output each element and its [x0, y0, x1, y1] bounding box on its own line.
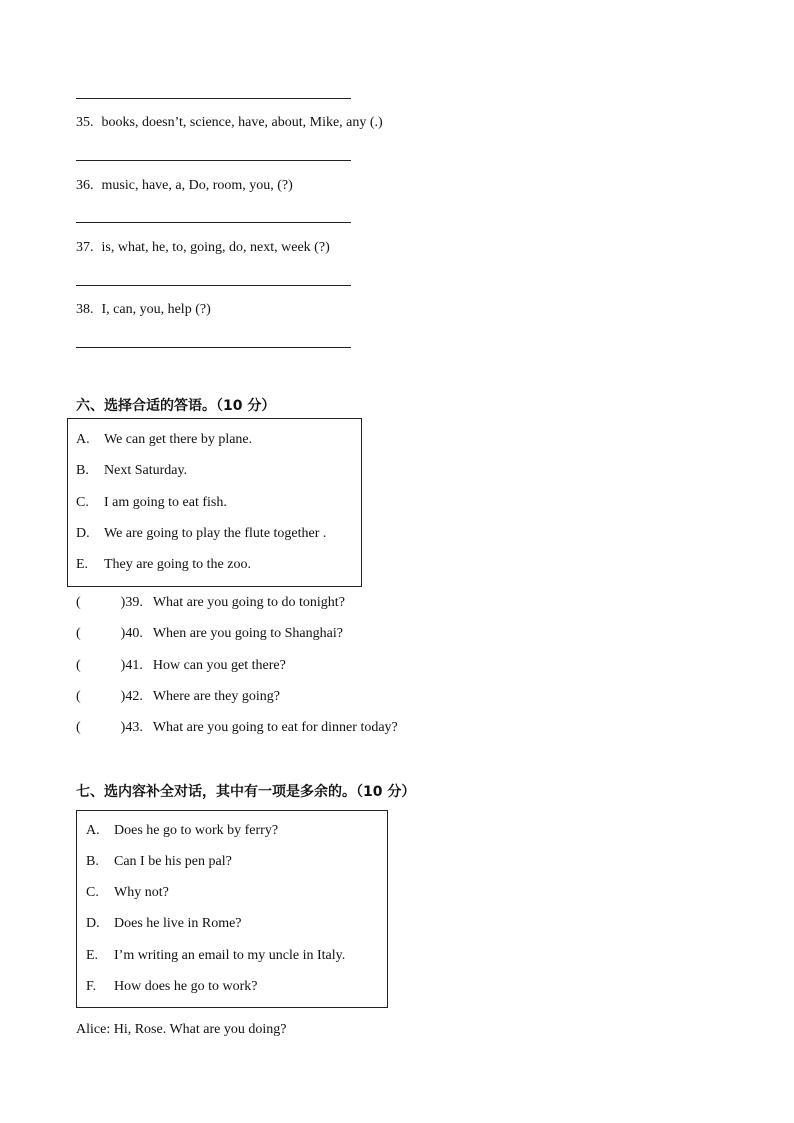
option-letter: C. [76, 495, 89, 510]
option-letter: E. [76, 557, 89, 572]
question-number: )43. [120, 720, 143, 735]
question-number: 38. [76, 302, 94, 317]
option-letter: A. [76, 432, 90, 447]
answer-line-35[interactable] [76, 160, 351, 161]
option-d [76, 526, 326, 542]
question-number: )40. [120, 626, 143, 641]
question-number: 37. [76, 240, 94, 255]
option-letter: F. [86, 979, 97, 994]
option-text: Does he go to work by ferry? [114, 823, 279, 838]
option-letter: B. [76, 463, 89, 478]
dialogue-line: Alice: Hi, Rose. What are you doing? [76, 1022, 287, 1037]
option-a [76, 432, 252, 448]
reorder-question-38 [76, 302, 211, 318]
option-c [86, 885, 169, 901]
question-number: )42. [120, 689, 143, 704]
question-text: Where are they going? [152, 689, 280, 704]
question-number: )39. [120, 595, 143, 610]
option-text: Does he live in Rome? [114, 916, 242, 931]
option-letter: B. [86, 854, 99, 869]
question-words: music, have, a, Do, room, you, (?) [101, 178, 293, 193]
option-text: I’m writing an email to my uncle in Italy. [114, 948, 346, 963]
option-text: They are going to the zoo. [104, 557, 251, 572]
option-text: We can get there by plane. [104, 432, 253, 447]
question-words: is, what, he, to, going, do, next, week (?) [101, 240, 330, 255]
reorder-question-36 [76, 178, 293, 194]
question-text: When are you going to Shanghai? [152, 626, 343, 641]
option-e [86, 948, 345, 964]
option-f [86, 979, 257, 995]
question-number: 35. [76, 115, 94, 130]
match-question-39 [76, 595, 345, 611]
option-a [86, 823, 278, 839]
option-text: Can I be his pen pal? [114, 854, 232, 869]
question-words: I, can, you, help (?) [101, 302, 211, 317]
question-text: How can you get there? [152, 658, 286, 673]
match-question-41 [76, 658, 286, 674]
section-6-heading: 六、选择合适的答语。（10 分） [76, 398, 276, 414]
answer-paren-open: ( [76, 626, 81, 641]
option-text: We are going to play the flute together . [104, 526, 327, 541]
answer-line-38[interactable] [76, 347, 351, 348]
option-d [86, 916, 242, 932]
match-question-42 [76, 689, 280, 705]
answer-line-37[interactable] [76, 285, 351, 286]
question-number: )41. [120, 658, 143, 673]
option-letter: D. [86, 916, 100, 931]
option-letter: E. [86, 948, 99, 963]
question-text: What are you going to eat for dinner today? [152, 720, 398, 735]
option-letter: A. [86, 823, 100, 838]
option-c [76, 495, 227, 511]
answer-line-36[interactable] [76, 222, 351, 223]
option-b [76, 463, 187, 479]
option-b [86, 854, 232, 870]
match-question-40 [76, 626, 343, 642]
option-text: Why not? [114, 885, 169, 900]
option-text: Next Saturday. [104, 463, 188, 478]
section-7-heading: 七、选内容补全对话，其中有一项是多余的。（10 分） [76, 784, 416, 800]
option-letter: D. [76, 526, 90, 541]
answer-paren-open: ( [76, 595, 81, 610]
reorder-question-35 [76, 115, 383, 131]
question-words: books, doesn’t, science, have, about, Mike, any (.) [101, 115, 383, 130]
answer-paren-open: ( [76, 658, 81, 673]
option-e [76, 557, 251, 573]
option-text: How does he go to work? [114, 979, 258, 994]
question-text: What are you going to do tonight? [152, 595, 345, 610]
answer-line[interactable] [76, 98, 351, 99]
answer-paren-open: ( [76, 720, 81, 735]
option-text: I am going to eat fish. [104, 495, 227, 510]
answer-paren-open: ( [76, 689, 81, 704]
reorder-question-37 [76, 240, 330, 256]
option-letter: C. [86, 885, 99, 900]
match-question-43 [76, 720, 398, 736]
question-number: 36. [76, 178, 94, 193]
